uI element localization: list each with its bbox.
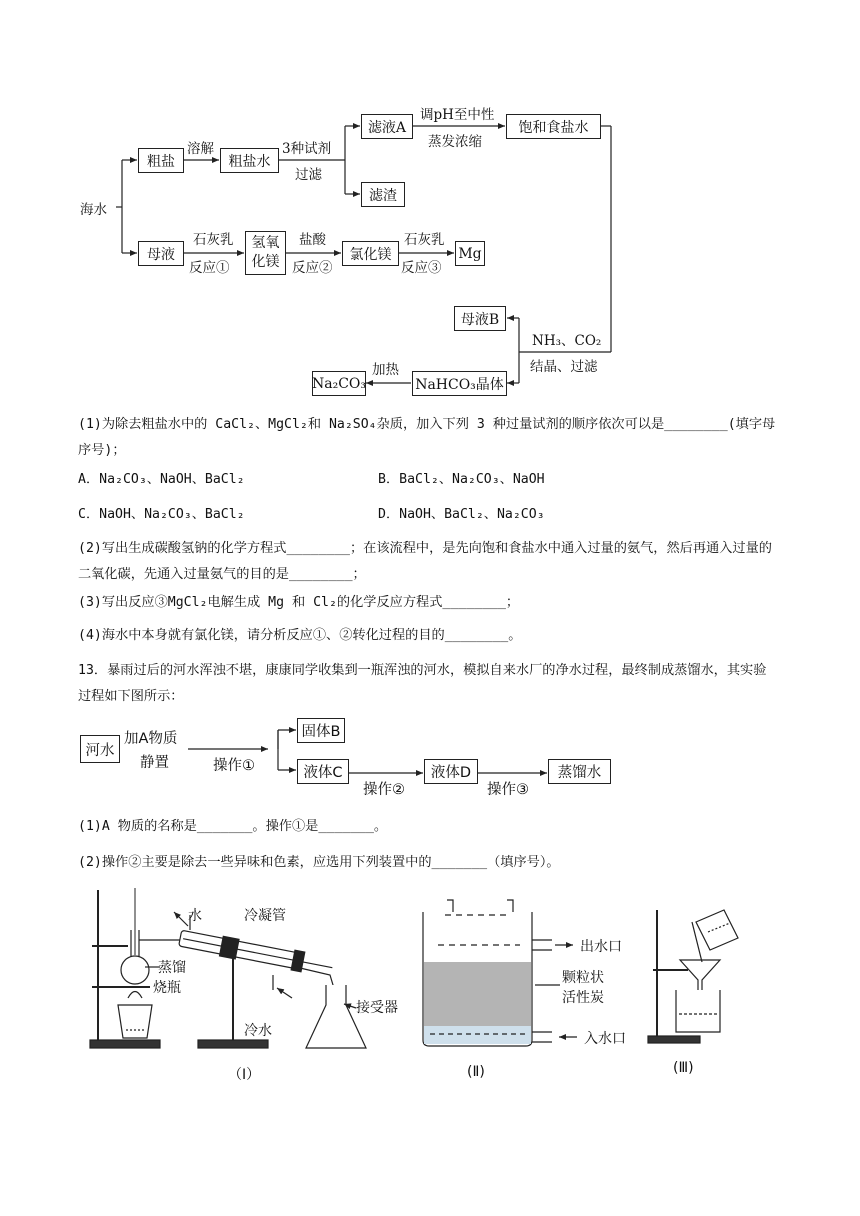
nahco3-box: NaHCO₃晶体 [412,371,507,396]
op3-label: 操作③ [487,782,529,798]
lime1-label: 石灰乳 [193,232,234,248]
mg-box: Mg [455,241,485,266]
liquid-c-box: 液体C [297,759,349,784]
apparatus-3-label: (Ⅲ) [673,1060,694,1076]
op2-label: 操作② [363,782,405,798]
q12-part3: (3)写出反应③MgCl₂电解生成 Mg 和 Cl₂的化学反应方程式________； [78,595,520,610]
condenser-label: 冷凝管 [244,908,286,924]
q12-option-d: D．NaOH、BaCl₂、Na₂CO₃ [378,507,545,522]
q12-option-c: C．NaOH、Na₂CO₃、BaCl₂ [78,507,245,522]
flask-label-1: 蒸馏 [158,960,186,976]
distilled-water-box: 蒸馏水 [548,759,611,784]
op1-label: 操作① [213,758,255,774]
na2co3-box: Na₂CO₃ [312,371,366,396]
activated-carbon-filter [423,900,577,1046]
residue-box: 滤渣 [361,182,405,207]
add-a-label: 加A物质 [124,731,178,747]
q12-option-a: A．Na₂CO₃、NaOH、BaCl₂ [78,472,245,487]
dissolve-label: 溶解 [187,141,214,157]
apparatus-2-label: (Ⅱ) [467,1064,485,1080]
mg-hydroxide-box: 氢氧化镁 [245,231,286,275]
carbon-label-1: 颗粒状 [562,970,604,986]
q12-part1: (1)为除去粗盐水中的 CaCl₂、MgCl₂和 Na₂SO₄杂质，加入下列 3 种过量试剂的顺序依次可以是________(填字母序号)； [78,417,776,458]
q13-part1: (1)A 物质的名称是_______。操作①是_______。 [78,819,388,834]
filtration-apparatus [648,910,738,1043]
sat-salt-box: 饱和食盐水 [506,114,601,139]
seawater-label: 海水 [80,202,107,218]
cold-water-label: 冷水 [244,1023,272,1039]
filter-label: 过滤 [295,167,322,183]
brine-box: 粗盐水 [220,148,279,173]
lime2-label: 石灰乳 [404,232,445,248]
flask-label-2: 烧瓶 [153,980,181,996]
settle-label: 静置 [140,755,169,771]
outlet-label: 出水口 [580,939,622,955]
q12-option-b: B．BaCl₂、Na₂CO₃、NaOH [378,472,545,487]
crystal-filter-label: 结晶、过滤 [530,359,598,375]
q13-part2: (2)操作②主要是除去一些异味和色素，应选用下列装置中的_______（填序号）。 [78,855,560,870]
carbon-label-2: 活性炭 [562,990,604,1006]
solid-b-box: 固体B [297,718,345,743]
q13-intro: 13．暴雨过后的河水浑浊不堪，康康同学收集到一瓶浑浊的河水，模拟自来水厂的净水过程，最终制成蒸馏水，其实验过程如下图所示： [78,663,767,704]
evaporate-label: 蒸发浓缩 [428,134,482,150]
river-water-box: 河水 [80,735,120,763]
water-label: 水 [188,908,202,924]
mgcl2-box: 氯化镁 [342,241,399,266]
nh3-co2-label: NH₃、CO₂ [532,333,602,349]
mother-b-box: 母液B [454,306,506,331]
reagents-label: 3种试剂 [282,141,332,157]
reaction2-label: 反应② [292,260,333,276]
liquid-d-box: 液体D [424,759,478,784]
heat-label: 加热 [372,362,399,378]
adjust-ph-label: 调pH至中性 [420,107,495,123]
distillation-apparatus [90,888,366,1048]
apparatus-1-label: （Ⅰ） [228,1067,261,1083]
receiver-label: 接受器 [356,1000,398,1016]
q12-part4: (4)海水中本身就有氯化镁，请分析反应①、②转化过程的目的________。 [78,628,522,643]
crude-salt-box: 粗盐 [138,148,184,173]
hcl-label: 盐酸 [299,232,326,248]
q12-part2: (2)写出生成碳酸氢钠的化学方程式________；在该流程中，是先向饱和食盐水中通入过量的氨气，然后再通入过量的二氧化碳，先通入过量氨气的目的是________； [78,541,772,582]
mother-liquor-box: 母液 [138,241,184,266]
reaction3-label: 反应③ [401,260,442,276]
reaction1-label: 反应① [189,260,230,276]
filtrate-a-box: 滤液A [361,114,413,139]
inlet-label: 入水口 [584,1031,626,1047]
